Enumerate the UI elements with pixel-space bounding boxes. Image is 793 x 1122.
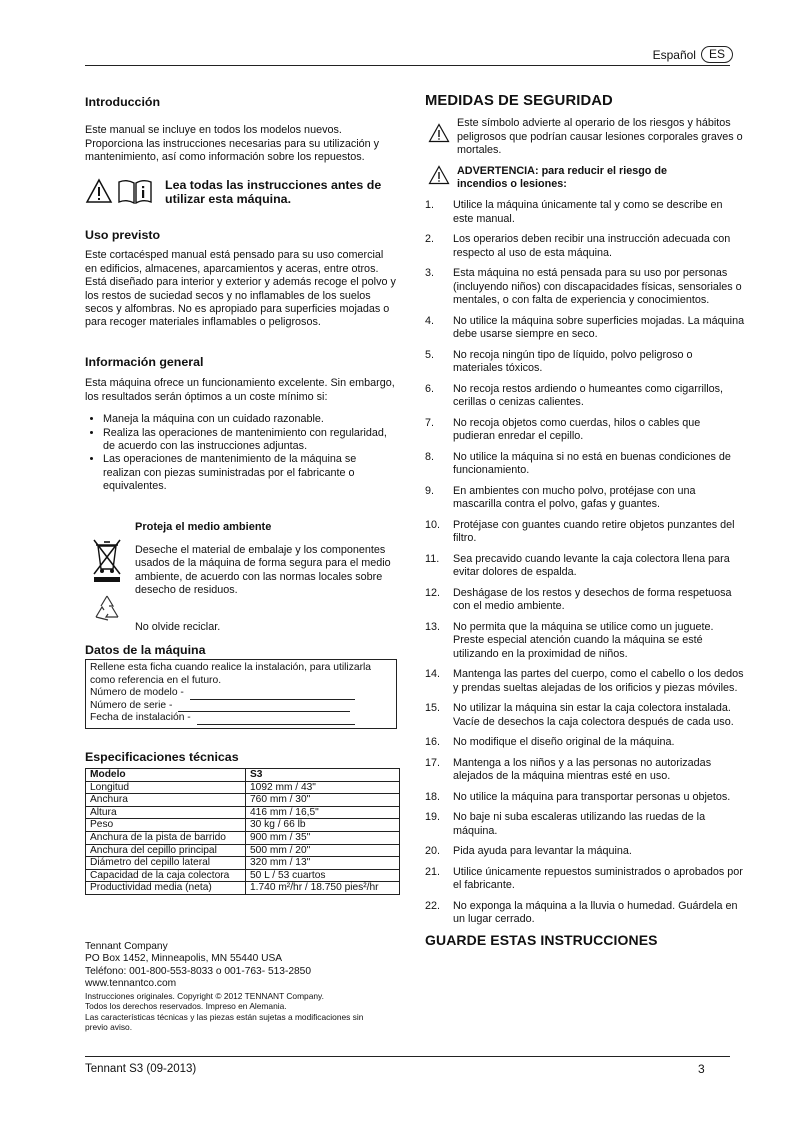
item-number: 10. [425, 518, 441, 531]
item-number: 5. [425, 348, 435, 361]
item-text: No utilizar la máquina sin estar la caja colectora instalada. Vacíe de desechos la caja colectora después de cada uso. [453, 702, 734, 728]
company-address: PO Box 1452, Minneapolis, MN 55440 USA [85, 953, 283, 965]
table-cell: Diámetro del cepillo lateral [86, 857, 246, 870]
model-number-field[interactable] [190, 690, 355, 700]
item-text: Mantenga las partes del cuerpo, como el cabello o los dedos y prendas sueltas alejadas de los orificios y piezas móviles. [453, 668, 744, 694]
symbol-explanation [425, 117, 745, 157]
save-instructions: GUARDE ESTAS INSTRUCCIONES [425, 932, 658, 949]
table-cell: 30 kg / 66 lb [246, 819, 400, 832]
list-item [425, 791, 745, 804]
warning-text: ADVERTENCIA: para reducir el riesgo de incendios o lesiones: [457, 164, 667, 191]
list-item [425, 900, 745, 927]
table-cell: 1.740 m²/hr / 18.750 pies²/hr [246, 882, 400, 895]
disclaimer-line: Las características técnicas y las piezas están sujetas a modificaciones sin previo aviso. [85, 1011, 364, 1033]
table-row [86, 806, 400, 819]
list-item: • Realiza las operaciones de mantenimiento con regularidad, de acuerdo con las instrucciones adjuntas. [103, 427, 397, 454]
item-number: 18. [425, 790, 441, 803]
warning-icon [425, 165, 453, 185]
item-text: No utilice la máquina si no está en buenas condiciones de funcionamiento. [453, 450, 731, 477]
item-text: Deshágase de los restos y desechos de forma respetuosa con el medio ambiente. [453, 586, 732, 613]
recycle-icon [91, 593, 123, 623]
list-item [425, 233, 745, 260]
item-text: Sea precavido cuando levante la caja colectora llena para evitar dolores de espalda. [453, 552, 730, 579]
list-item [425, 519, 745, 546]
item-text: No utilice la máquina sobre superficies mojadas. La máquina debe usarse siempre en seco. [453, 314, 745, 341]
symbol-text: Este símbolo advierte al operario de los riesgos y hábitos peligrosos que podrían causar lesiones corporales graves o mortales. [457, 117, 743, 157]
table-cell: 500 mm / 20" [246, 844, 400, 857]
list-item [425, 315, 745, 342]
specs-table [85, 768, 400, 895]
table-row [86, 882, 400, 895]
list-item: • Las operaciones de mantenimiento de la máquina se realizan con piezas suministradas por el fabricante o equivalentes. [103, 453, 397, 493]
item-number: 3. [425, 267, 435, 280]
model-number-line [90, 687, 392, 700]
item-text: No modifique el diseño original de la máquina. [453, 736, 675, 749]
intro-title: Introducción [85, 95, 161, 109]
item-text: Esta máquina no está pensada para su uso por personas (incluyendo niños) con discapacidades físicas, sensoriales o mentales, o con falta de experiencia y conocimientos. [453, 267, 742, 307]
item-text: Mantenga a los niños y a las personas no autorizadas alejados de la máquina mientras esté en uso. [453, 756, 712, 783]
company-website[interactable]: www.tennantco.com [85, 978, 177, 990]
list-item [425, 736, 745, 749]
list-item [425, 587, 745, 614]
table-cell: Anchura del cepillo principal [86, 844, 246, 857]
item-number: 11. [425, 552, 440, 565]
table-row [86, 844, 400, 857]
install-date-field[interactable] [197, 715, 355, 725]
intended-use-text: Este cortacésped manual está pensado para su uso comercial en edificios, almacenes, aparcamientos y aceras, entre otros. Está diseñado para interior y exterior y además recoge el polvo y los restos de suciedad secos y no inflamables de los suelos secos y alfombras. No es apropiado para superficies mojadas o para recoger materiales inflamables o peligrosos. [85, 249, 396, 329]
list-item [425, 267, 745, 307]
item-text: No baje ni suba escaleras utilizando las ruedas de la máquina. [453, 811, 706, 837]
item-text: No recoja objetos como cuerdas, hilos o cables que pudieran enredar el cepillo. [453, 416, 701, 443]
safety-rules [425, 199, 745, 926]
item-text: Protéjase con guantes cuando retire objetos punzantes del filtro. [453, 518, 735, 545]
footer-doc-id: Tennant S3 (09-2013) [85, 1063, 197, 1075]
item-number: 6. [425, 382, 435, 395]
item-number: 22. [425, 900, 441, 913]
crossed-bin-icon [91, 536, 123, 582]
warning-icon [85, 178, 113, 204]
specs-section [85, 750, 400, 895]
copyright-line: Instrucciones originales. Copyright © 2012 TENNANT Company. [85, 990, 324, 1001]
table-cell: Altura [86, 806, 246, 819]
header-rule [85, 65, 730, 66]
general-title: Información general [85, 355, 204, 369]
table-cell: Longitud [86, 781, 246, 794]
machine-data-section [85, 643, 397, 729]
item-text: No exponga la máquina a la lluvia o humedad. Guárdela en un lugar cerrado. [453, 900, 738, 926]
intro-section [85, 96, 397, 206]
table-cell: 760 mm / 30" [246, 794, 400, 807]
item-number: 12. [425, 586, 441, 599]
item-text: No recoja restos ardiendo o humeantes como cigarrillos, cerillas o cenizas calientes. [453, 382, 724, 409]
environment-text: Deseche el material de embalaje y los componentes usados de la máquina de forma segura para el medio ambiente, de acuerdo con las normas locales sobre desecho de residuos. [135, 544, 391, 597]
item-number: 2. [425, 233, 435, 246]
serial-number-field[interactable] [178, 702, 350, 712]
table-cell: Anchura [86, 794, 246, 807]
warning-icon [425, 123, 453, 143]
item-text: Los operarios deben recibir una instrucción adecuada con respecto al uso de esta máquina. [453, 233, 731, 259]
table-cell: 1092 mm / 43" [246, 781, 400, 794]
table-cell: 50 L / 53 cuartos [246, 869, 400, 882]
table-row [86, 781, 400, 794]
general-bullets [85, 413, 397, 493]
intended-use-title: Uso previsto [85, 228, 161, 242]
table-row [86, 831, 400, 844]
item-number: 7. [425, 416, 435, 429]
item-number: 16. [425, 736, 441, 749]
list-item [425, 451, 745, 478]
table-cell: 900 mm / 35" [246, 831, 400, 844]
environment-title: Proteja el medio ambiente [135, 521, 272, 533]
table-header-cell: S3 [246, 769, 400, 782]
company-name: Tennant Company [85, 941, 168, 952]
item-number: 14. [425, 668, 441, 681]
item-text: No utilice la máquina para transportar personas u objetos. [453, 790, 731, 803]
item-number: 21. [425, 866, 441, 879]
table-cell: 416 mm / 16,5" [246, 806, 400, 819]
table-cell: Peso [86, 819, 246, 832]
table-cell: 320 mm / 13" [246, 857, 400, 870]
install-date-label: Fecha de instalación - [90, 712, 191, 724]
table-row [86, 869, 400, 882]
company-info [85, 941, 397, 1033]
item-number: 8. [425, 450, 435, 463]
item-text: No recoja ningún tipo de líquido, polvo peligroso o materiales tóxicos. [453, 348, 693, 375]
list-item: • Maneja la máquina con un cuidado razonable. [103, 413, 397, 426]
serial-number-label: Número de serie - [90, 699, 173, 711]
recycle-text: No olvide reciclar. [135, 621, 221, 633]
language-indicator [653, 46, 733, 63]
list-item [425, 417, 745, 444]
safety-title: MEDIDAS DE SEGURIDAD [425, 93, 613, 109]
page-number: 3 [698, 1062, 705, 1076]
table-header-row [86, 769, 400, 782]
item-number: 4. [425, 314, 435, 327]
list-item [425, 349, 745, 376]
machine-data-title: Datos de la máquina [85, 643, 206, 657]
list-item [425, 845, 745, 858]
general-text: Esta máquina ofrece un funcionamiento excelente. Sin embargo, los resultados serán óptimos a un coste mínimo si: [85, 377, 395, 403]
table-row [86, 794, 400, 807]
table-cell: Capacidad de la caja colectora [86, 869, 246, 882]
manual-book-icon [117, 178, 153, 204]
item-number: 15. [425, 702, 441, 715]
item-text: Utilice la máquina únicamente tal y como se describe en este manual. [453, 199, 723, 225]
list-item [425, 621, 745, 661]
intro-text: Este manual se incluye en todos los modelos nuevos. Proporciona las instrucciones necesarias para su utilización y mantenimiento, así como información sobre los repuestos. [85, 124, 380, 164]
item-text: En ambientes con mucho polvo, protéjase con una mascarilla contra el polvo, gafas y guantes. [453, 484, 696, 511]
language-label: Español [652, 47, 696, 62]
item-number: 19. [425, 811, 441, 824]
read-notice [85, 178, 397, 207]
item-text: Utilice únicamente repuestos suministrados o aprobados por el fabricante. [453, 866, 743, 892]
install-date-line [90, 712, 392, 725]
item-number: 20. [425, 845, 441, 858]
list-item [425, 702, 745, 729]
general-section [85, 356, 397, 494]
intended-use-section [85, 229, 397, 330]
table-cell: Anchura de la pista de barrido [86, 831, 246, 844]
warning-heading [425, 165, 745, 192]
language-badge: ES [701, 46, 733, 63]
footer-rule [85, 1056, 730, 1057]
list-item [425, 866, 745, 893]
table-header-cell: Modelo [86, 769, 246, 782]
item-number: 17. [425, 756, 441, 769]
list-item [425, 553, 745, 580]
item-number: 1. [425, 199, 435, 212]
serial-number-line [90, 700, 392, 713]
rights-line: Todos los derechos reservados. Impreso en Alemania. [85, 1001, 287, 1012]
read-notice-text: Lea todas las instrucciones antes de utilizar esta máquina. [165, 177, 382, 207]
item-number: 13. [425, 620, 441, 633]
list-item [425, 485, 745, 512]
table-row [86, 819, 400, 832]
list-item [425, 199, 745, 226]
list-item [425, 383, 745, 410]
table-cell: Productividad media (neta) [86, 882, 246, 895]
company-phone: Teléfono: 001-800-553-8033 o 001-763- 513-2850 [85, 965, 311, 977]
item-text: Pida ayuda para levantar la máquina. [453, 845, 632, 858]
list-item [425, 757, 745, 784]
list-item [425, 811, 745, 838]
table-row [86, 857, 400, 870]
specs-title: Especificaciones técnicas [85, 750, 239, 764]
safety-section [425, 95, 745, 947]
machine-data-form [85, 659, 397, 729]
item-text: No permita que la máquina se utilice como un juguete. Preste especial atención cuando la máquina se esté utilizando en la proximidad de niños. [453, 620, 714, 660]
machine-data-intro: Rellene esta ficha cuando realice la instalación, para utilizarla como referencia en el futuro. [90, 662, 372, 686]
item-number: 9. [425, 484, 435, 497]
list-item [425, 668, 745, 695]
model-number-label: Número de modelo - [90, 687, 184, 699]
